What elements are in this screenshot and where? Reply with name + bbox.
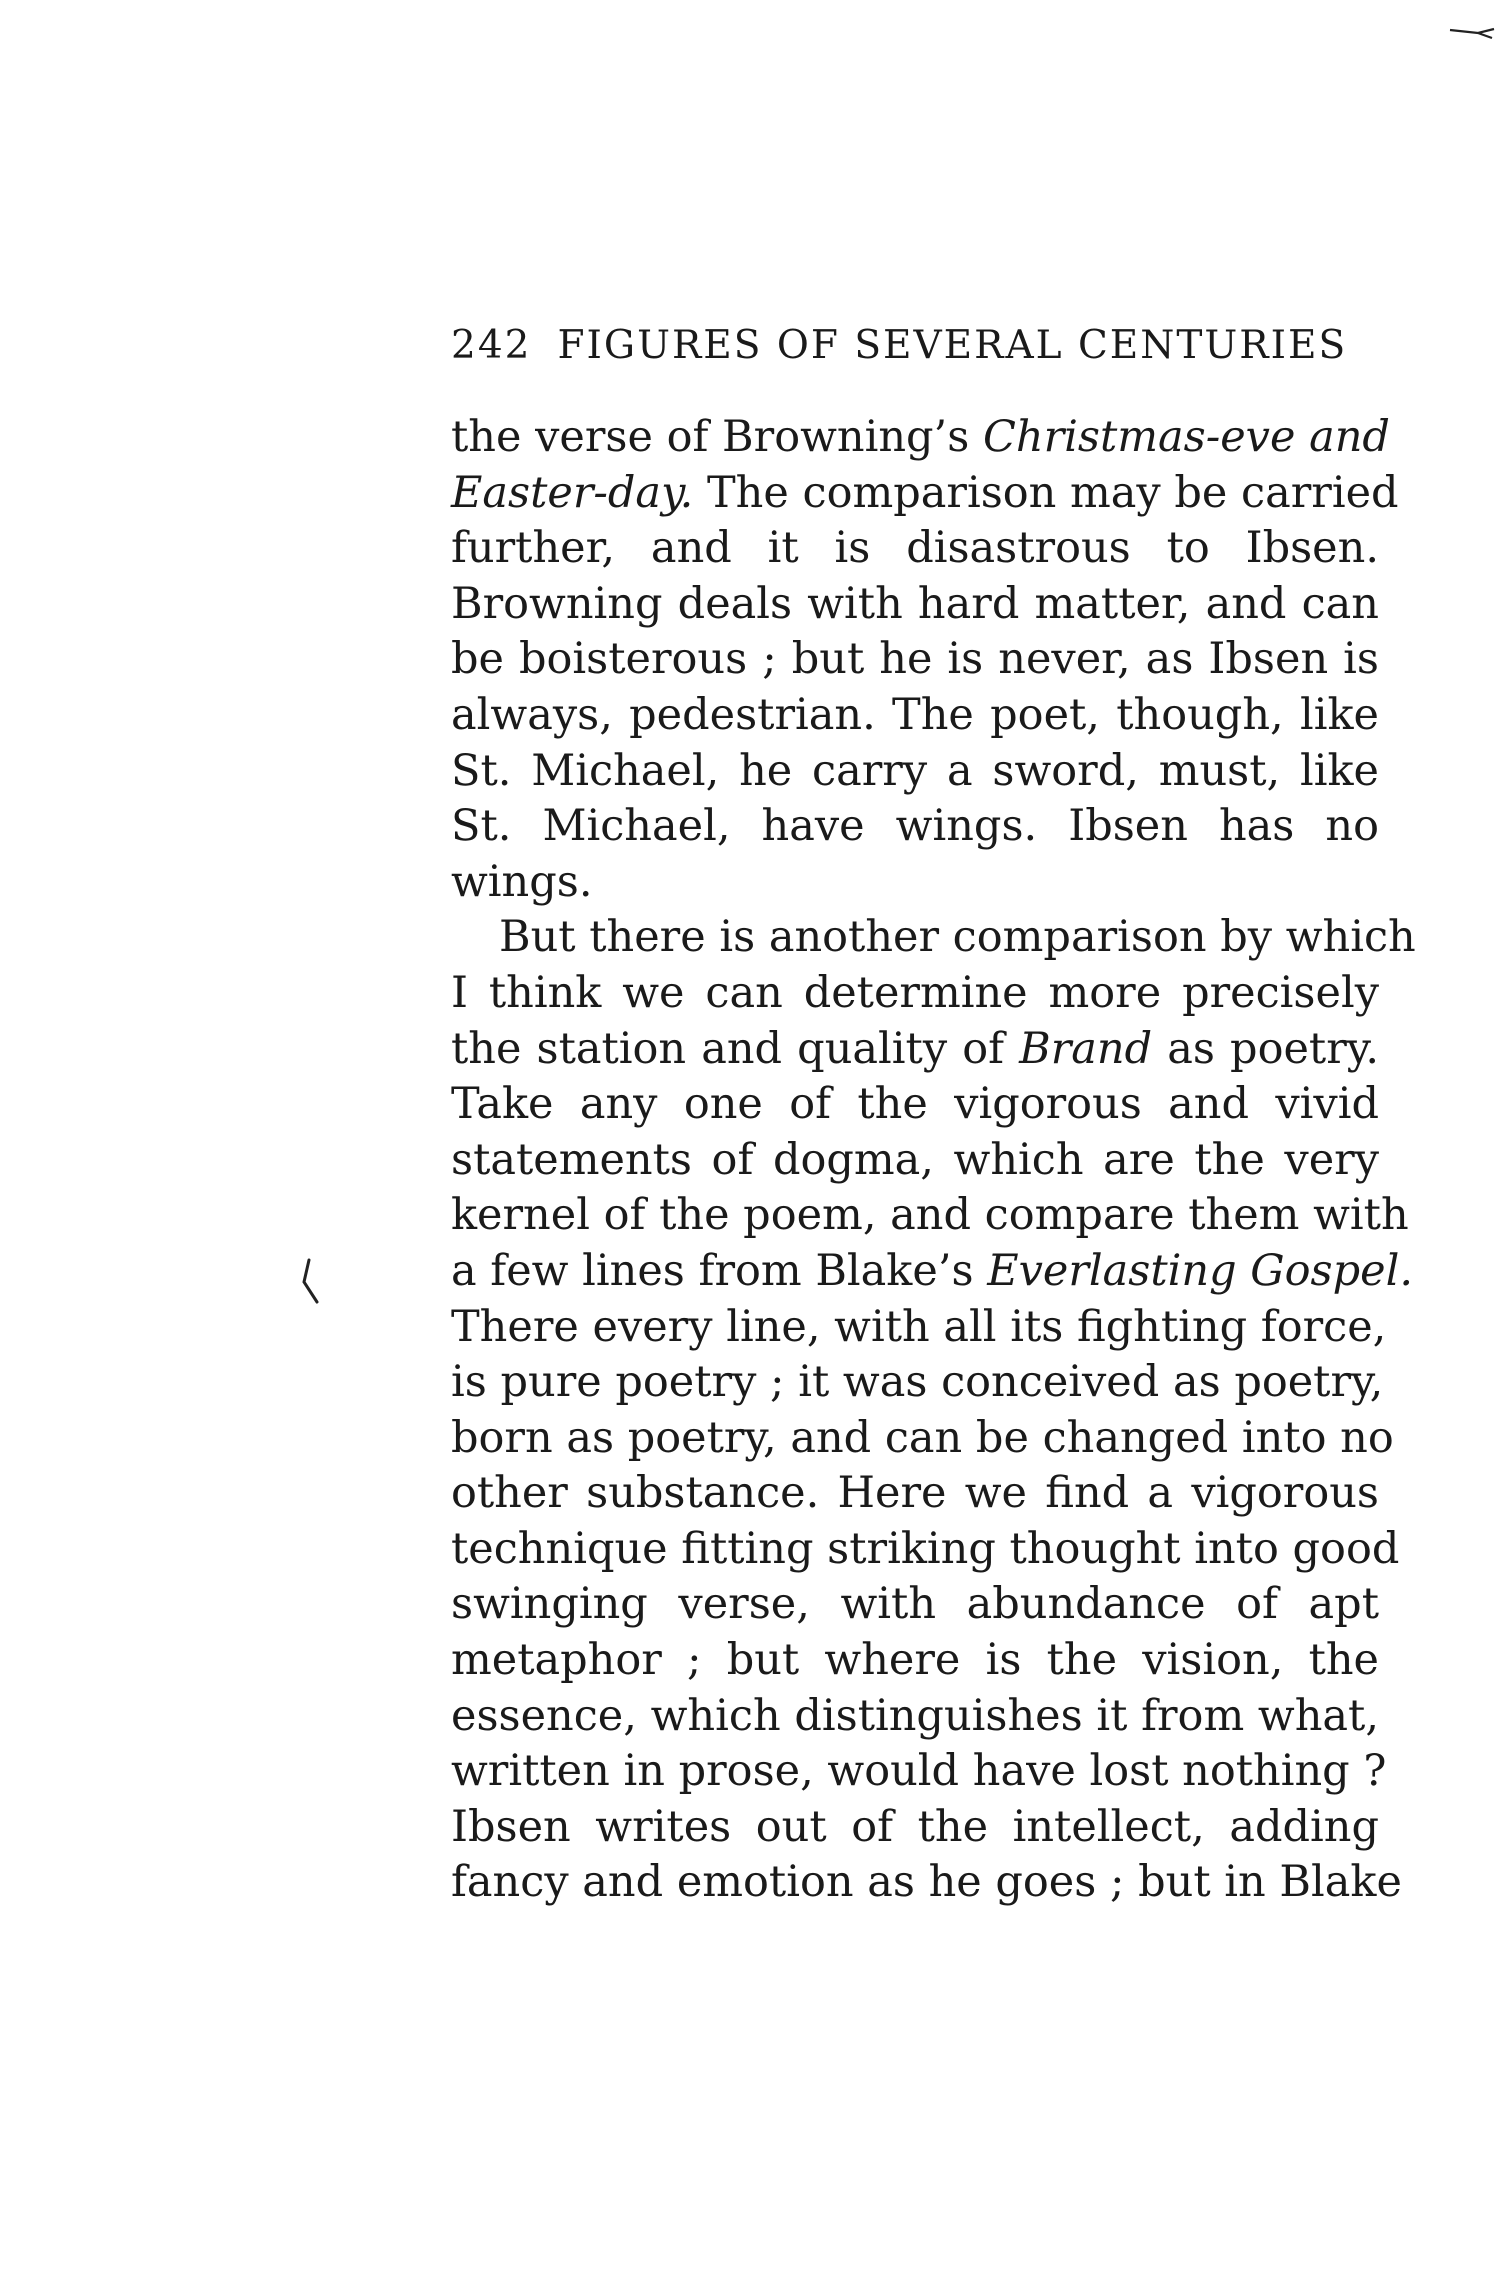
text-span: the station and quality of	[451, 1023, 1020, 1074]
italic-title-span: Christmas-eve and	[982, 412, 1390, 462]
page-number: 242	[451, 323, 532, 368]
text-line	[451, 1244, 1413, 1300]
text-line: is pure poetry ; it was conceived as poetry,	[451, 1357, 1384, 1408]
text-line: I think we can determine more precisely	[451, 967, 1379, 1018]
text-line: Browning deals with hard matter, and can	[451, 578, 1379, 629]
text-line: St. Michael, have wings. Ibsen has no	[451, 801, 1379, 852]
text-line: fancy and emotion as he goes ; but in Blake	[451, 1857, 1402, 1908]
running-header	[451, 323, 1371, 368]
text-line: essence, which distinguishes it from what,	[451, 1690, 1379, 1741]
text-line: St. Michael, he carry a sword, must, like	[451, 745, 1379, 796]
running-title: FIGURES OF SEVERAL CENTURIES	[557, 323, 1348, 368]
text-line: always, pedestrian. The poet, though, like	[451, 689, 1379, 740]
text-line: further, and it is disastrous to Ibsen.	[451, 523, 1379, 574]
text-span: the verse of Browning’s	[451, 412, 983, 462]
text-span: The comparison may be carried	[693, 467, 1399, 518]
margin-pencil-mark	[295, 1256, 323, 1306]
text-line: kernel of the poem, and compare them with	[451, 1190, 1409, 1241]
text-line	[451, 410, 1390, 466]
text-span: a few lines from Blake’s	[451, 1245, 988, 1296]
text-line	[451, 466, 1399, 522]
corner-ink-mark	[1448, 24, 1498, 44]
text-line: swinging verse, with abundance of apt	[451, 1579, 1379, 1630]
text-line: other substance. Here we find a vigorous	[451, 1468, 1379, 1519]
text-line	[451, 1022, 1379, 1078]
body-text	[451, 410, 1416, 1911]
text-line: written in prose, would have lost nothing ?	[451, 1746, 1387, 1797]
text-line: born as poetry, and can be changed into no	[451, 1412, 1394, 1463]
paragraph-start-line: But there is another comparison by which	[499, 912, 1416, 963]
text-span: as poetry.	[1152, 1023, 1379, 1074]
text-line: Take any one of the vigorous and vivid	[451, 1079, 1379, 1130]
text-line: metaphor ; but where is the vision, the	[451, 1635, 1379, 1686]
italic-title-span: Everlasting Gospel.	[987, 1245, 1413, 1296]
text-line: wings.	[451, 856, 593, 907]
italic-title-span: Easter-day.	[451, 467, 694, 518]
text-line: statements of dogma, which are the very	[451, 1134, 1379, 1185]
italic-title-span: Brand	[1019, 1023, 1153, 1074]
text-line: be boisterous ; but he is never, as Ibsen is	[451, 634, 1379, 685]
text-line: Ibsen writes out of the intellect, adding	[451, 1801, 1379, 1852]
text-line: There every line, with all its fighting force,	[451, 1301, 1387, 1352]
text-line: technique fitting striking thought into good	[451, 1523, 1400, 1574]
